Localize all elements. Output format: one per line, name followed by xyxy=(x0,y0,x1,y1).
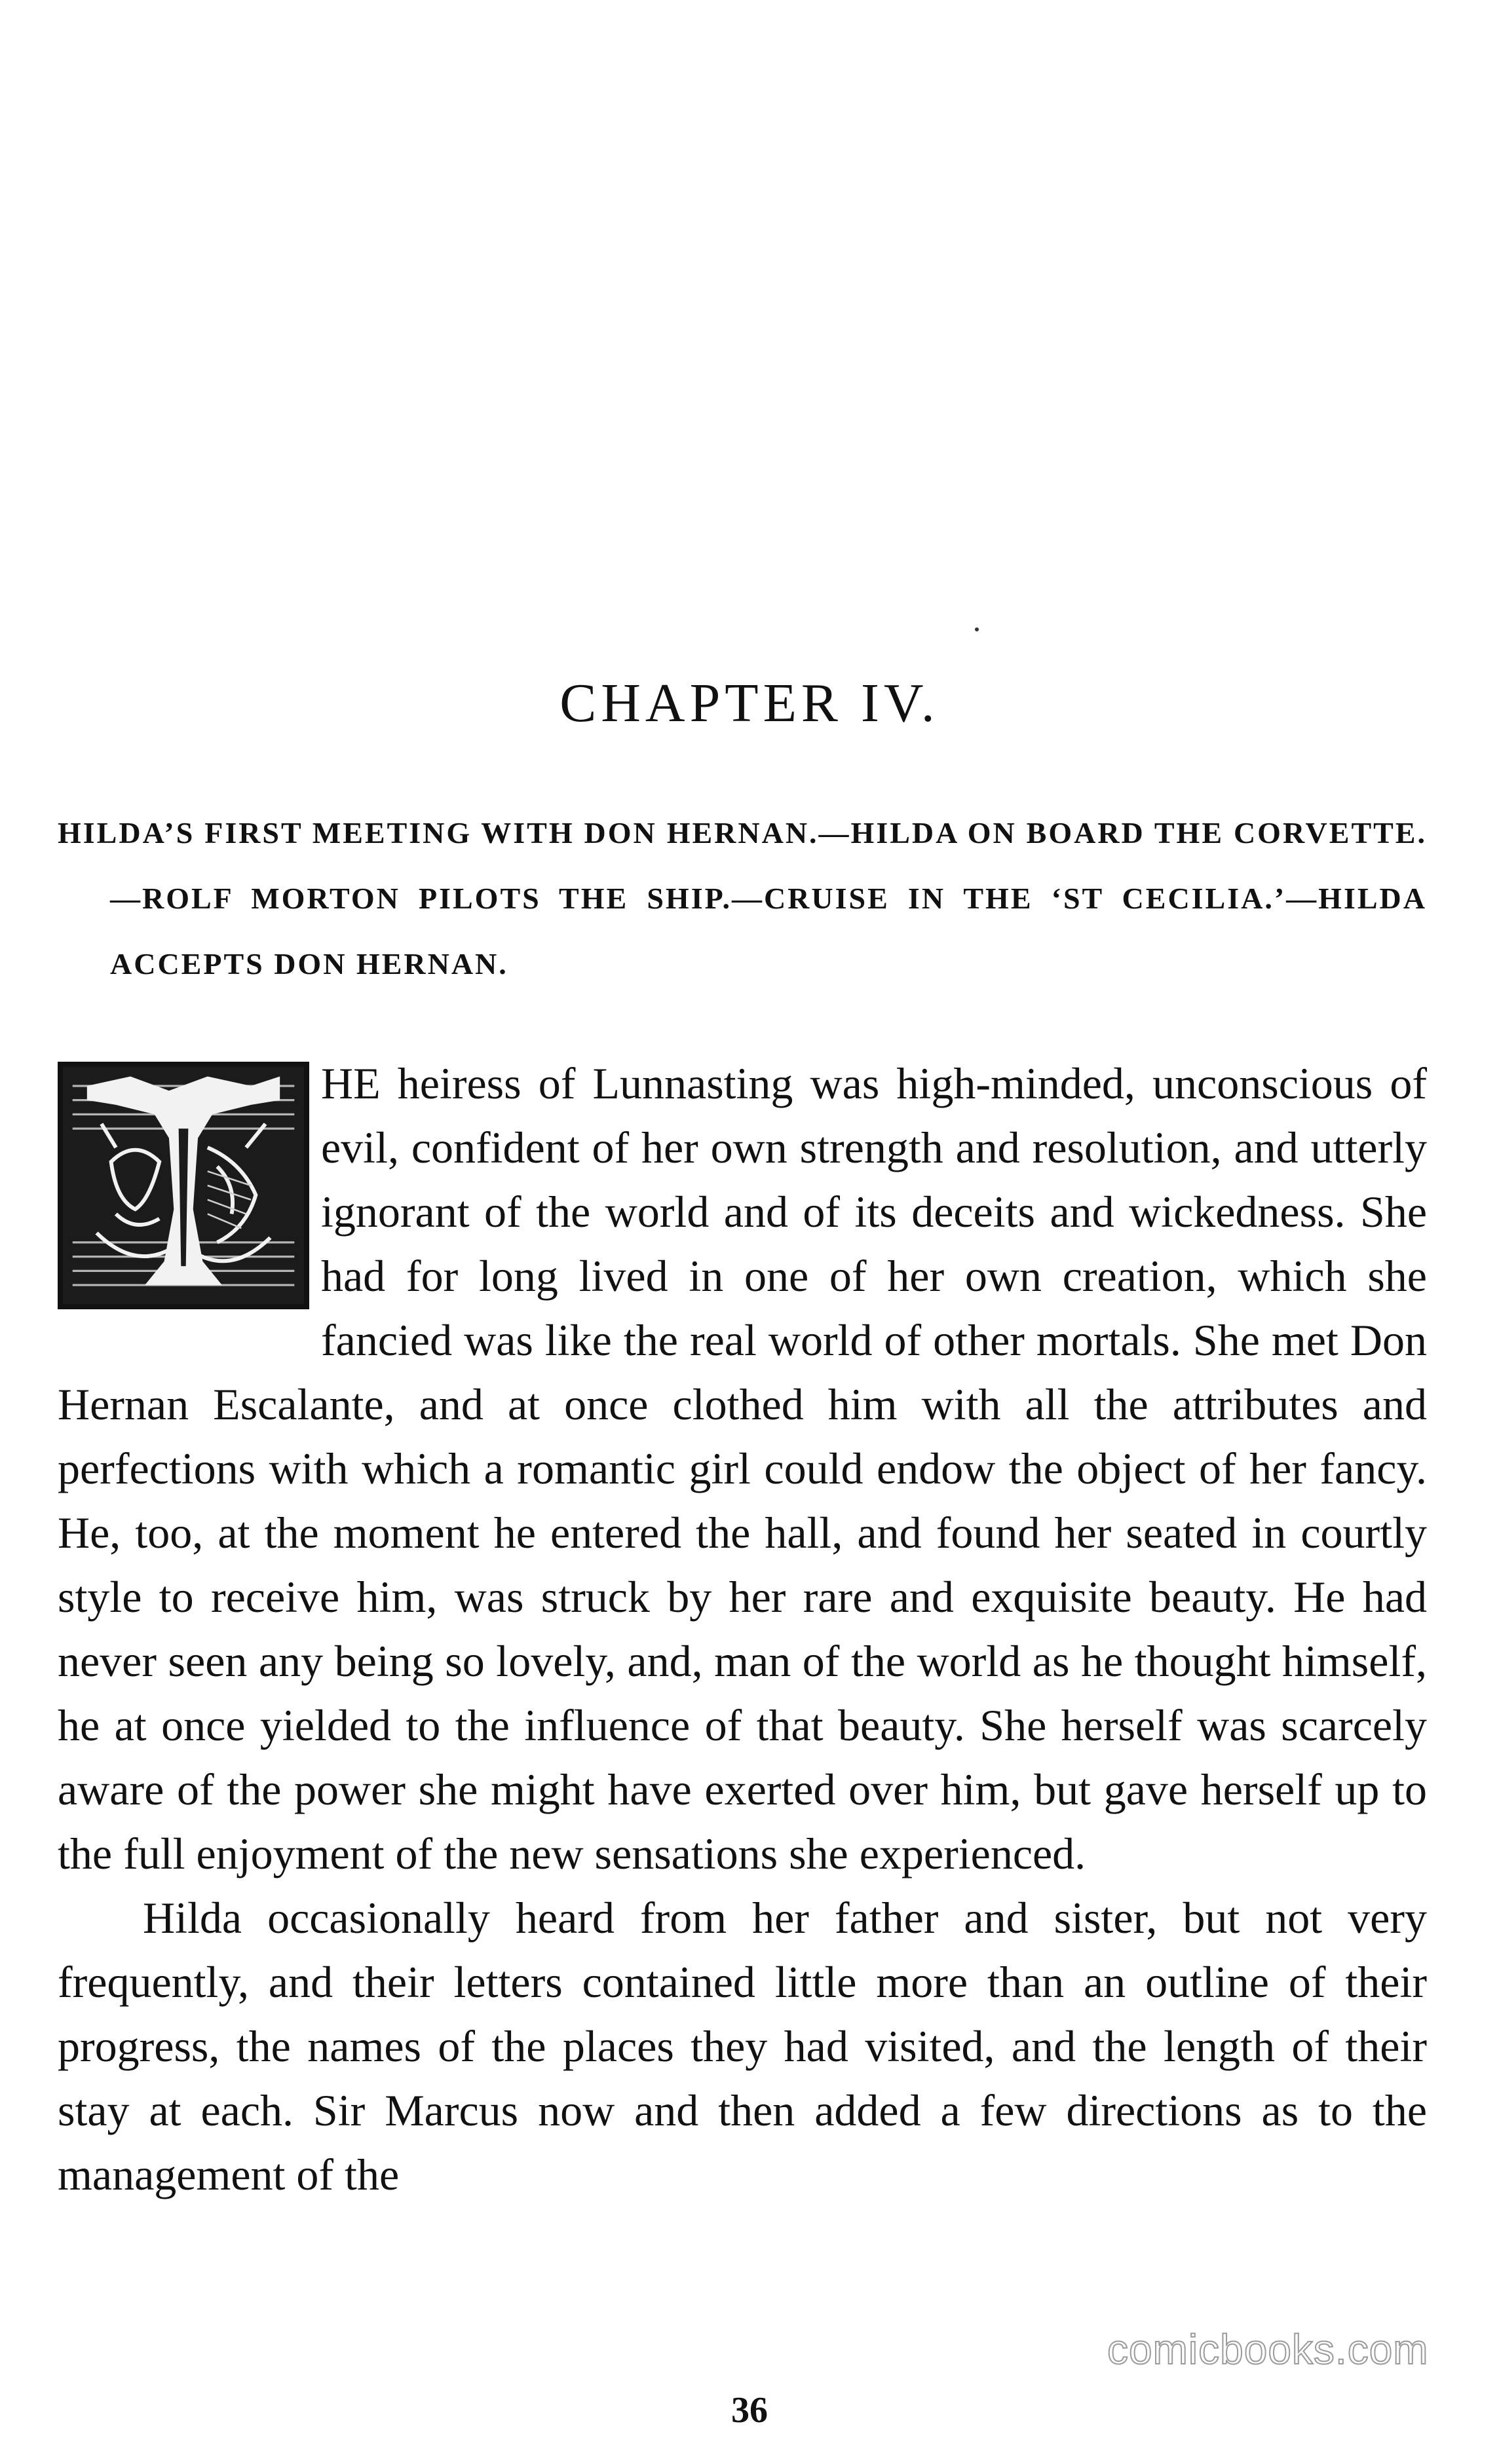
watermark-logo: comicbooks.com xyxy=(1107,2326,1429,2373)
ornamental-initial-icon xyxy=(58,1062,309,1309)
paragraph-1-text: HE heiress of Lunnasting was high-minded, unconscious of evil, confident of her own strength and resolution, and utterly ignorant of the world and of its deceits and wickedness. She had for long lived in one of her own creation, which she fancied was like the real world of other mortals. She met Don Hernan Escalante, and at once clothed him with all the attributes and perfections with which a romantic girl could endow the object of her fancy. He, too, at the moment he entered the hall, and found her seated in courtly style to receive him, was struck by her rare and exquisite beauty. He had never seen any being so lovely, and, man of the world as he thought himself, he at once yielded to the influence of that beauty. She herself was scarcely aware of the power she might have exerted over him, but gave herself up to the full enjoyment of the new sensations she experienced. xyxy=(58,1058,1427,1878)
paragraph-1 xyxy=(58,1051,1427,1886)
body-text xyxy=(58,1051,1427,2207)
chapter-synopsis: HILDA’S FIRST MEETING WITH DON HERNAN.—HILDA ON BOARD THE CORVETTE.—ROLF MORTON PILOTS THE SHIP.—CRUISE IN THE ‘ST CECILIA.’—HILDA ACCEPTS DON HERNAN. xyxy=(58,816,1427,980)
chapter-title: CHAPTER IV. xyxy=(560,673,939,734)
ink-speck xyxy=(975,627,979,631)
paragraph-2: Hilda occasionally heard from her father and sister, but not very frequently, and their letters contained little more than an outline of their progress, the names of the places they had visited, and the length of their stay at each. Sir Marcus now and then added a few directions as to the management of the xyxy=(58,1893,1427,2199)
page-number: 36 xyxy=(731,2390,768,2431)
